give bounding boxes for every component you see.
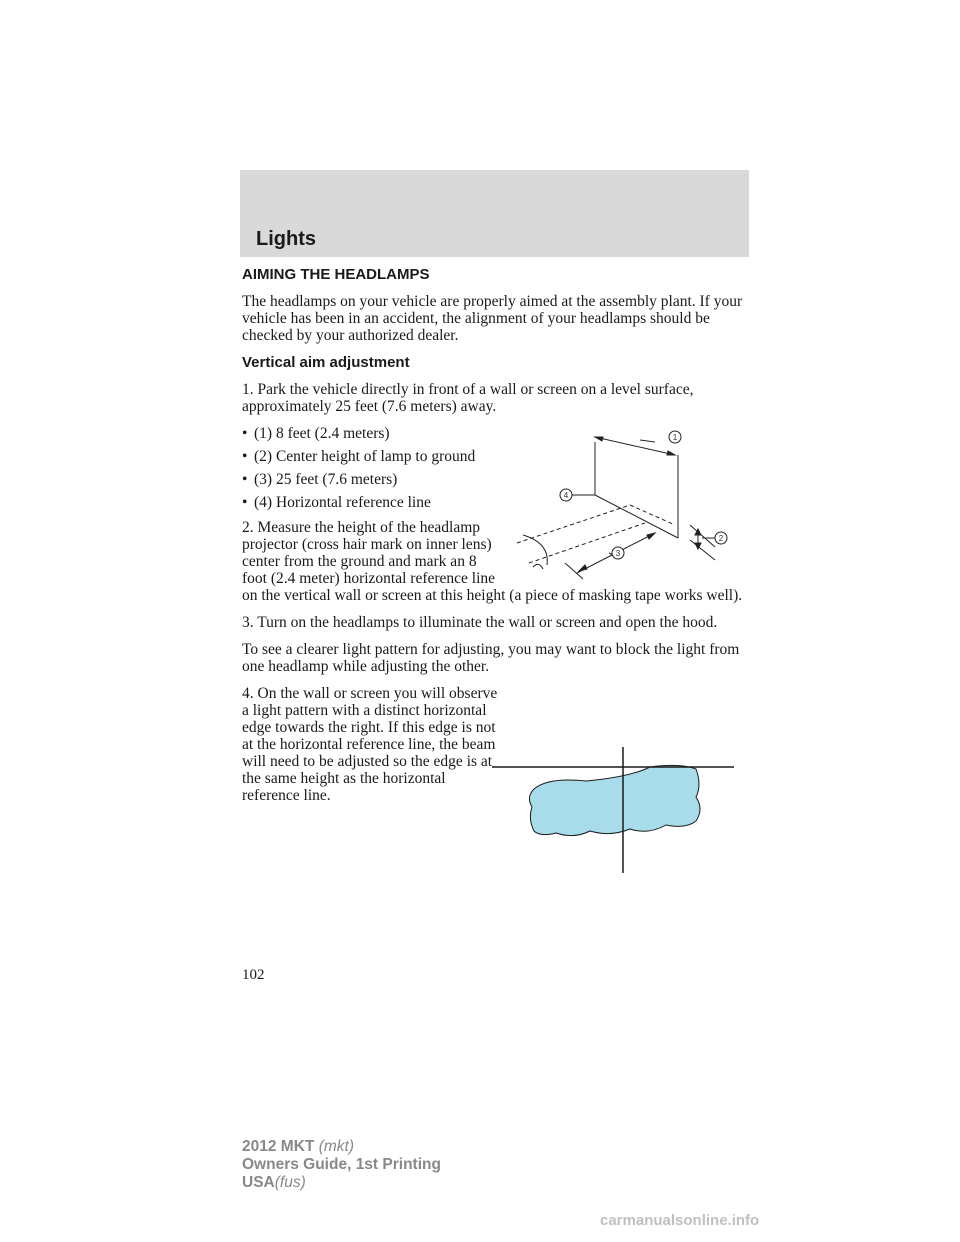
callout-3: 3: [615, 549, 621, 558]
callout-4: 4: [563, 491, 569, 500]
tip-paragraph: To see a clearer light pattern for adjusting, you may want to block the light from one headlamp while adjusting the other.: [242, 641, 740, 675]
step-1: 1. Park the vehicle directly in front of a wall or screen on a level surface, approximately 25 feet (7.6 meters) away.: [242, 381, 694, 415]
list-item: • (4) Horizontal reference line: [242, 494, 487, 511]
list-item: • (3) 25 feet (7.6 meters): [242, 471, 487, 488]
beam-pattern: [529, 765, 700, 835]
section-header-band: [240, 170, 749, 257]
footer-model: 2012 MKT: [242, 1138, 315, 1155]
beam-pattern-diagram: [490, 745, 738, 875]
intro-paragraph: The headlamps on your vehicle are properly aimed at the assembly plant. If your vehicle has been in an accident, the alignment of your headlamps should be checked by your authorized dealer.: [242, 293, 743, 344]
page-number: 102: [242, 967, 265, 983]
step-3: 3. Turn on the headlamps to illuminate the wall or screen and open the hood.: [242, 614, 718, 631]
footer-guide-line: Owners Guide, 1st Printing: [242, 1156, 441, 1173]
callout-1: 1: [672, 433, 678, 442]
section-heading: AIMING THE HEADLAMPS: [242, 266, 430, 283]
footer-region: USA: [242, 1174, 275, 1191]
aim-setup-diagram: [505, 425, 730, 590]
document-footer: [242, 1138, 441, 1192]
measurement-list: [242, 425, 487, 511]
footer-region-code: (fus): [274, 1174, 306, 1191]
list-item: • (2) Center height of lamp to ground: [242, 448, 487, 465]
callout-2: 2: [718, 534, 724, 543]
step-4: 4. On the wall or screen you will observe a light pattern with a distinct horizontal edge towards the right. If this edge is not at the horizontal reference line, the beam will need to be adjusted so the edge is at the same height as the horizontal reference line.: [242, 685, 498, 804]
watermark: carmanualsonline.info: [600, 1212, 760, 1229]
chapter-title: Lights: [256, 228, 316, 250]
footer-model-code: (mkt): [318, 1138, 354, 1155]
step-2-part-1: 2. Measure the height of the headlamp projector (cross hair mark on inner lens) center from the ground and mark an 8 foot (2.4 meter) horizontal reference line: [242, 519, 496, 587]
step-2-part-2: on the vertical wall or screen at this height (a piece of masking tape works well).: [242, 587, 743, 604]
subsection-heading: Vertical aim adjustment: [242, 354, 410, 371]
list-item: • (1) 8 feet (2.4 meters): [242, 425, 487, 442]
